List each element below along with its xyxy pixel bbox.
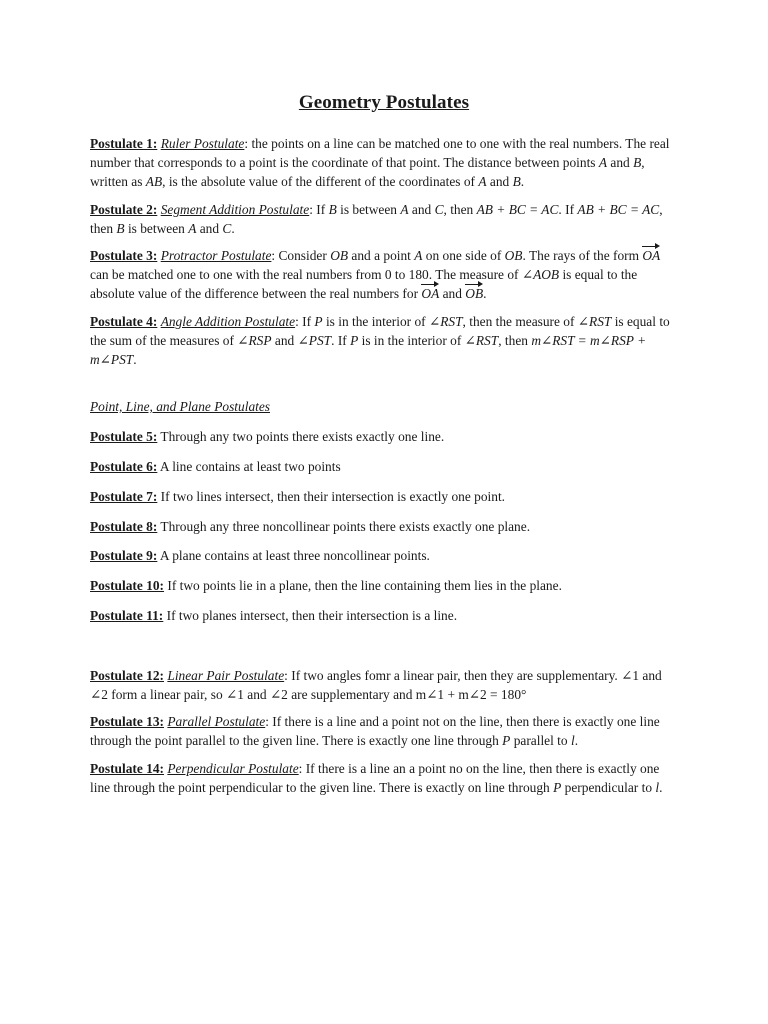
- angle: ∠RST: [464, 332, 499, 348]
- postulate-text: : If: [309, 201, 329, 217]
- var: C: [434, 201, 444, 217]
- postulate-name: Segment Addition Postulate: [160, 201, 310, 217]
- postulate-text: and: [639, 667, 662, 683]
- postulate-text: and: [486, 174, 513, 190]
- angle: ∠RSP: [237, 332, 272, 348]
- var: B: [116, 220, 125, 236]
- postulate-text: .: [659, 779, 663, 795]
- postulate-text: : If: [295, 313, 315, 329]
- postulate-name: Protractor Postulate: [160, 248, 272, 264]
- equation: AB + BC = AC: [577, 201, 660, 217]
- postulate-label: Postulate 13:: [90, 714, 165, 730]
- var: B: [633, 155, 642, 171]
- postulate-name: Parallel Postulate: [167, 714, 266, 730]
- spacer: [90, 636, 678, 666]
- postulate-label: Postulate 2:: [90, 201, 158, 217]
- equation: m∠RST = m∠RSP + m∠PST: [90, 332, 647, 368]
- var: A: [400, 201, 409, 217]
- ray-ob: OB: [504, 248, 523, 264]
- postulate-text: : If two angles fomr a linear pair, then they are supplementary.: [284, 667, 622, 683]
- postulate-14: [90, 759, 678, 797]
- ray-ob: OB: [330, 248, 349, 264]
- angle: ∠RST: [428, 313, 463, 329]
- postulate-10: [90, 576, 678, 595]
- postulate-text: .: [574, 733, 579, 749]
- angle: ∠RST: [577, 313, 612, 329]
- postulate-12: [90, 666, 678, 704]
- postulate-text: , written as: [90, 155, 645, 190]
- postulate-5: [90, 427, 678, 446]
- postulate-name: Ruler Postulate: [160, 136, 245, 151]
- postulate-label: Postulate 12:: [90, 667, 165, 683]
- postulate-text: perpendicular to: [561, 779, 656, 795]
- postulate-1: [90, 134, 678, 192]
- var: P: [553, 779, 562, 795]
- postulate-text: and a point: [348, 248, 415, 264]
- postulate-text: , then: [443, 201, 477, 217]
- postulate-text: parallel to: [510, 733, 571, 749]
- section-title: Point, Line, and Plane Postulates: [90, 399, 271, 415]
- equation: AB + BC = AC: [476, 201, 559, 217]
- postulate-name: Linear Pair Postulate: [167, 667, 285, 683]
- postulate-text: Through any three noncollinear points there exists exactly one plane.: [157, 518, 531, 534]
- postulate-text: Through any two points there exists exactly one line.: [157, 429, 445, 445]
- postulate-text: .: [133, 352, 137, 368]
- postulate-text: is between: [336, 201, 401, 217]
- postulate-text: : the points on a line can be matched one to one with the real numbers. The real number that corresponds to a point is the coordinate of that point. The distance between points: [90, 136, 670, 171]
- var: B: [512, 174, 521, 190]
- var: A: [188, 220, 197, 236]
- postulate-label: Postulate 10:: [90, 578, 165, 594]
- angle: ∠2: [269, 687, 288, 703]
- page-title: Geometry Postulates: [298, 92, 470, 113]
- postulate-label: Postulate 1:: [90, 136, 158, 151]
- postulate-text: .: [483, 286, 487, 302]
- postulate-11: [90, 606, 678, 625]
- postulate-text: and: [243, 687, 270, 703]
- var: l: [655, 779, 660, 795]
- postulate-label: Postulate 4:: [90, 313, 158, 329]
- postulate-4: [90, 312, 678, 370]
- var: AB: [145, 174, 163, 190]
- postulate-text: If two lines intersect, then their intersection is exactly one point.: [157, 488, 506, 504]
- postulate-2: [90, 200, 678, 238]
- var: P: [502, 733, 511, 749]
- var: P: [314, 313, 323, 329]
- postulate-text: .: [520, 174, 525, 190]
- postulate-text: and: [271, 332, 298, 348]
- postulate-label: Postulate 7:: [90, 488, 158, 504]
- var: B: [328, 201, 337, 217]
- postulate-text: on one side of: [422, 248, 505, 264]
- ray-oa: OA: [642, 248, 661, 264]
- postulate-6: [90, 457, 678, 476]
- postulate-label: Postulate 8:: [90, 518, 158, 534]
- angle: ∠AOB: [521, 267, 560, 283]
- postulate-text: . If: [558, 201, 578, 217]
- postulate-label: Postulate 5:: [90, 429, 158, 445]
- var: P: [350, 332, 359, 348]
- angle: ∠1: [621, 667, 640, 683]
- postulate-text: is between: [124, 220, 189, 236]
- ray-ob: OB: [465, 286, 484, 302]
- postulate-label: Postulate 6:: [90, 459, 158, 475]
- postulate-text: , then the measure of: [462, 313, 578, 329]
- var: A: [478, 174, 487, 190]
- postulate-text: are supplementary and: [287, 687, 416, 703]
- postulate-name: Angle Addition Postulate: [160, 313, 296, 329]
- postulate-text: , is the absolute value of the different of the coordinates of: [162, 174, 479, 190]
- postulate-13: [90, 712, 678, 750]
- postulate-name: Perpendicular Postulate: [167, 760, 299, 776]
- var: A: [598, 155, 608, 171]
- postulate-text: and: [196, 220, 223, 236]
- postulate-text: and: [408, 201, 435, 217]
- postulate-text: , then: [498, 332, 532, 348]
- postulate-label: Postulate 14:: [90, 760, 165, 776]
- postulate-text: is equal to the absolute value of the difference between the real numbers for: [90, 267, 638, 302]
- postulate-label: Postulate 9:: [90, 548, 158, 564]
- postulate-text: : If there is a line an a point no on the line, then there is exactly one line through the point perpendicular to the given line. There is exactly on line through: [90, 760, 660, 795]
- postulate-text: A plane contains at least three noncollinear points.: [157, 548, 430, 564]
- postulate-text: A line contains at least two points: [157, 459, 341, 475]
- postulate-text: is equal to the sum of the measures of: [90, 313, 670, 348]
- postulate-text: . If: [331, 332, 351, 348]
- postulate-text: form a linear pair, so: [107, 687, 226, 703]
- var: A: [414, 248, 423, 264]
- postulate-text: and: [607, 155, 634, 171]
- angle: ∠2: [90, 687, 108, 703]
- postulate-8: [90, 517, 678, 536]
- postulate-text: , then: [90, 201, 663, 236]
- postulate-text: If two planes intersect, then their intersection is a line.: [163, 608, 458, 624]
- postulate-7: [90, 487, 678, 506]
- postulate-text: is in the interior of: [322, 313, 429, 329]
- postulate-text: If two points lie in a plane, then the line containing them lies in the plane.: [164, 578, 562, 594]
- equation: m∠1 + m∠2 = 180°: [415, 687, 527, 703]
- var: C: [222, 220, 232, 236]
- postulate-3: [90, 246, 678, 304]
- postulate-text: .: [231, 220, 235, 236]
- var: l: [570, 733, 575, 749]
- postulate-text: and: [439, 286, 466, 302]
- postulate-text: : If there is a line and a point not on the line, then there is exactly one line through the point parallel to the given line. There is exactly one line through: [90, 714, 660, 749]
- postulate-text: . The rays of the form: [522, 248, 643, 264]
- postulate-label: Postulate 3:: [90, 248, 158, 264]
- postulate-9: [90, 546, 678, 565]
- postulate-text: can be matched one to one with the real numbers from 0 to 180. The measure of: [90, 267, 522, 283]
- angle: ∠PST: [297, 332, 332, 348]
- postulate-text: : Consider: [271, 248, 331, 264]
- angle: ∠1: [226, 687, 244, 703]
- postulate-text: is in the interior of: [358, 332, 465, 348]
- postulate-label: Postulate 11:: [90, 608, 164, 624]
- ray-oa: OA: [421, 286, 440, 302]
